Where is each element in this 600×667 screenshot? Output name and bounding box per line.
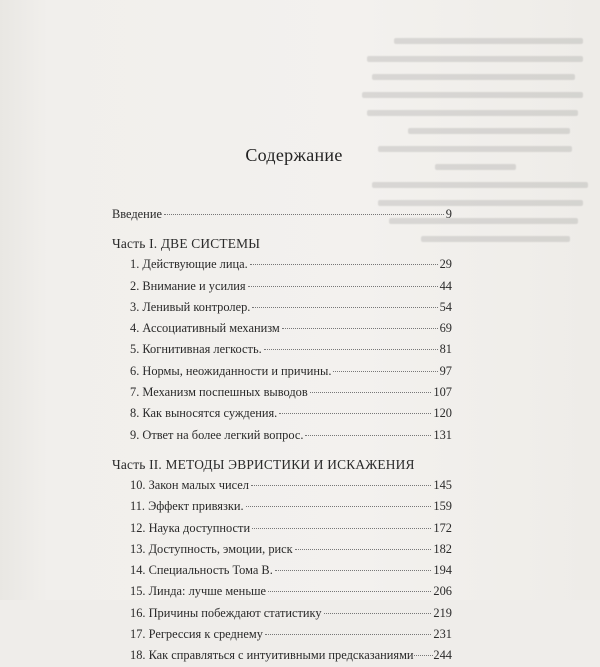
entry-page-number: 131 (433, 427, 452, 442)
entry-page-number: 29 (439, 257, 452, 272)
toc-entry[interactable] (112, 475, 452, 496)
entry-page-number: 54 (439, 299, 452, 314)
dot-leader (265, 634, 431, 635)
toc-entry[interactable] (112, 539, 452, 560)
entry-label: 11. Эффект привязки. (130, 499, 244, 514)
dot-leader (268, 591, 431, 592)
entry-page-number: 107 (433, 385, 452, 400)
dot-leader (252, 307, 437, 308)
dot-leader (279, 413, 431, 414)
entry-page-number: 9 (445, 207, 452, 221)
dot-leader (310, 392, 432, 393)
toc-entry[interactable] (112, 382, 452, 403)
toc-entry[interactable] (112, 339, 452, 360)
toc-entry[interactable] (112, 276, 452, 297)
part-heading[interactable]: Часть I. ДВЕ СИСТЕМЫ (112, 236, 261, 252)
entry-label: 14. Специальность Тома В. (130, 563, 273, 578)
toc-entry[interactable] (112, 361, 452, 382)
toc-entry[interactable] (112, 560, 452, 581)
dot-leader (305, 435, 431, 436)
entry-label: 2. Внимание и усилия (130, 278, 246, 293)
dot-leader (295, 549, 432, 550)
entry-page-number: 231 (433, 627, 452, 642)
entry-label: 4. Ассоциативный механизм (130, 321, 280, 336)
dot-leader (282, 328, 438, 329)
toc-entry[interactable] (112, 518, 452, 539)
entry-page-number: 172 (433, 520, 452, 535)
dot-leader (251, 485, 431, 486)
entry-page-number: 244 (433, 648, 452, 663)
entry-label: Введение (112, 207, 162, 221)
toc-entry[interactable] (112, 425, 452, 446)
dot-leader (275, 570, 432, 571)
dot-leader (248, 286, 438, 287)
entry-page-number: 69 (439, 321, 452, 336)
entry-label: 7. Механизм поспешных выводов (130, 385, 308, 400)
entry-label: 16. Причины побеждают статистику (130, 605, 322, 620)
entry-page-number: 182 (433, 541, 452, 556)
entry-label: 6. Нормы, неожиданности и причины. (130, 363, 332, 378)
entry-page-number: 206 (433, 584, 452, 599)
entry-label: 12. Наука доступности (130, 520, 251, 535)
entry-page-number: 44 (439, 278, 452, 293)
entry-page-number: 194 (433, 563, 452, 578)
entry-page-number: 97 (439, 363, 452, 378)
entry-label: 10. Закон малых чисел (130, 477, 249, 492)
dot-leader (250, 264, 438, 265)
entry-page-number: 159 (433, 499, 452, 514)
toc-entry[interactable] (112, 603, 452, 624)
entry-label: 9. Ответ на более легкий вопрос. (130, 427, 304, 442)
toc-entry[interactable] (112, 318, 452, 339)
entry-label: 8. Как выносятся суждения. (130, 406, 278, 421)
toc-entry[interactable] (112, 624, 452, 645)
entry-label: 13. Доступность, эмоции, риск (130, 541, 293, 556)
page-title: Содержание (245, 145, 343, 165)
entry-label: 3. Ленивый контролер. (130, 299, 251, 314)
table-of-contents (112, 145, 452, 667)
dot-leader (324, 613, 432, 614)
toc-entry[interactable] (112, 645, 452, 666)
entry-page-number: 145 (433, 477, 452, 492)
entry-label: 1. Действующие лица. (130, 257, 248, 272)
dot-leader (414, 655, 434, 656)
part-heading[interactable]: Часть II. МЕТОДЫ ЭВРИСТИКИ И ИСКАЖЕНИЯ (112, 456, 415, 472)
toc-entry[interactable] (112, 403, 452, 424)
dot-leader (333, 371, 437, 372)
toc-entry[interactable] (112, 254, 452, 275)
entry-label: 15. Линда: лучше меньше (130, 584, 267, 599)
entry-label: 5. Когнитивная легкость. (130, 342, 262, 357)
toc-entry[interactable] (112, 496, 452, 517)
toc-entry-intro[interactable] (112, 204, 452, 225)
toc-entry[interactable] (112, 297, 452, 318)
entry-page-number: 219 (433, 605, 452, 620)
dot-leader (252, 528, 431, 529)
entry-label: 18. Как справляться с интуитивными предсказаниями (130, 648, 414, 663)
entry-page-number: 120 (433, 406, 452, 421)
dot-leader (164, 214, 444, 215)
dot-leader (246, 506, 432, 507)
entry-label: 17. Регрессия к среднему (130, 627, 263, 642)
entry-page-number: 81 (439, 342, 452, 357)
dot-leader (264, 349, 438, 350)
